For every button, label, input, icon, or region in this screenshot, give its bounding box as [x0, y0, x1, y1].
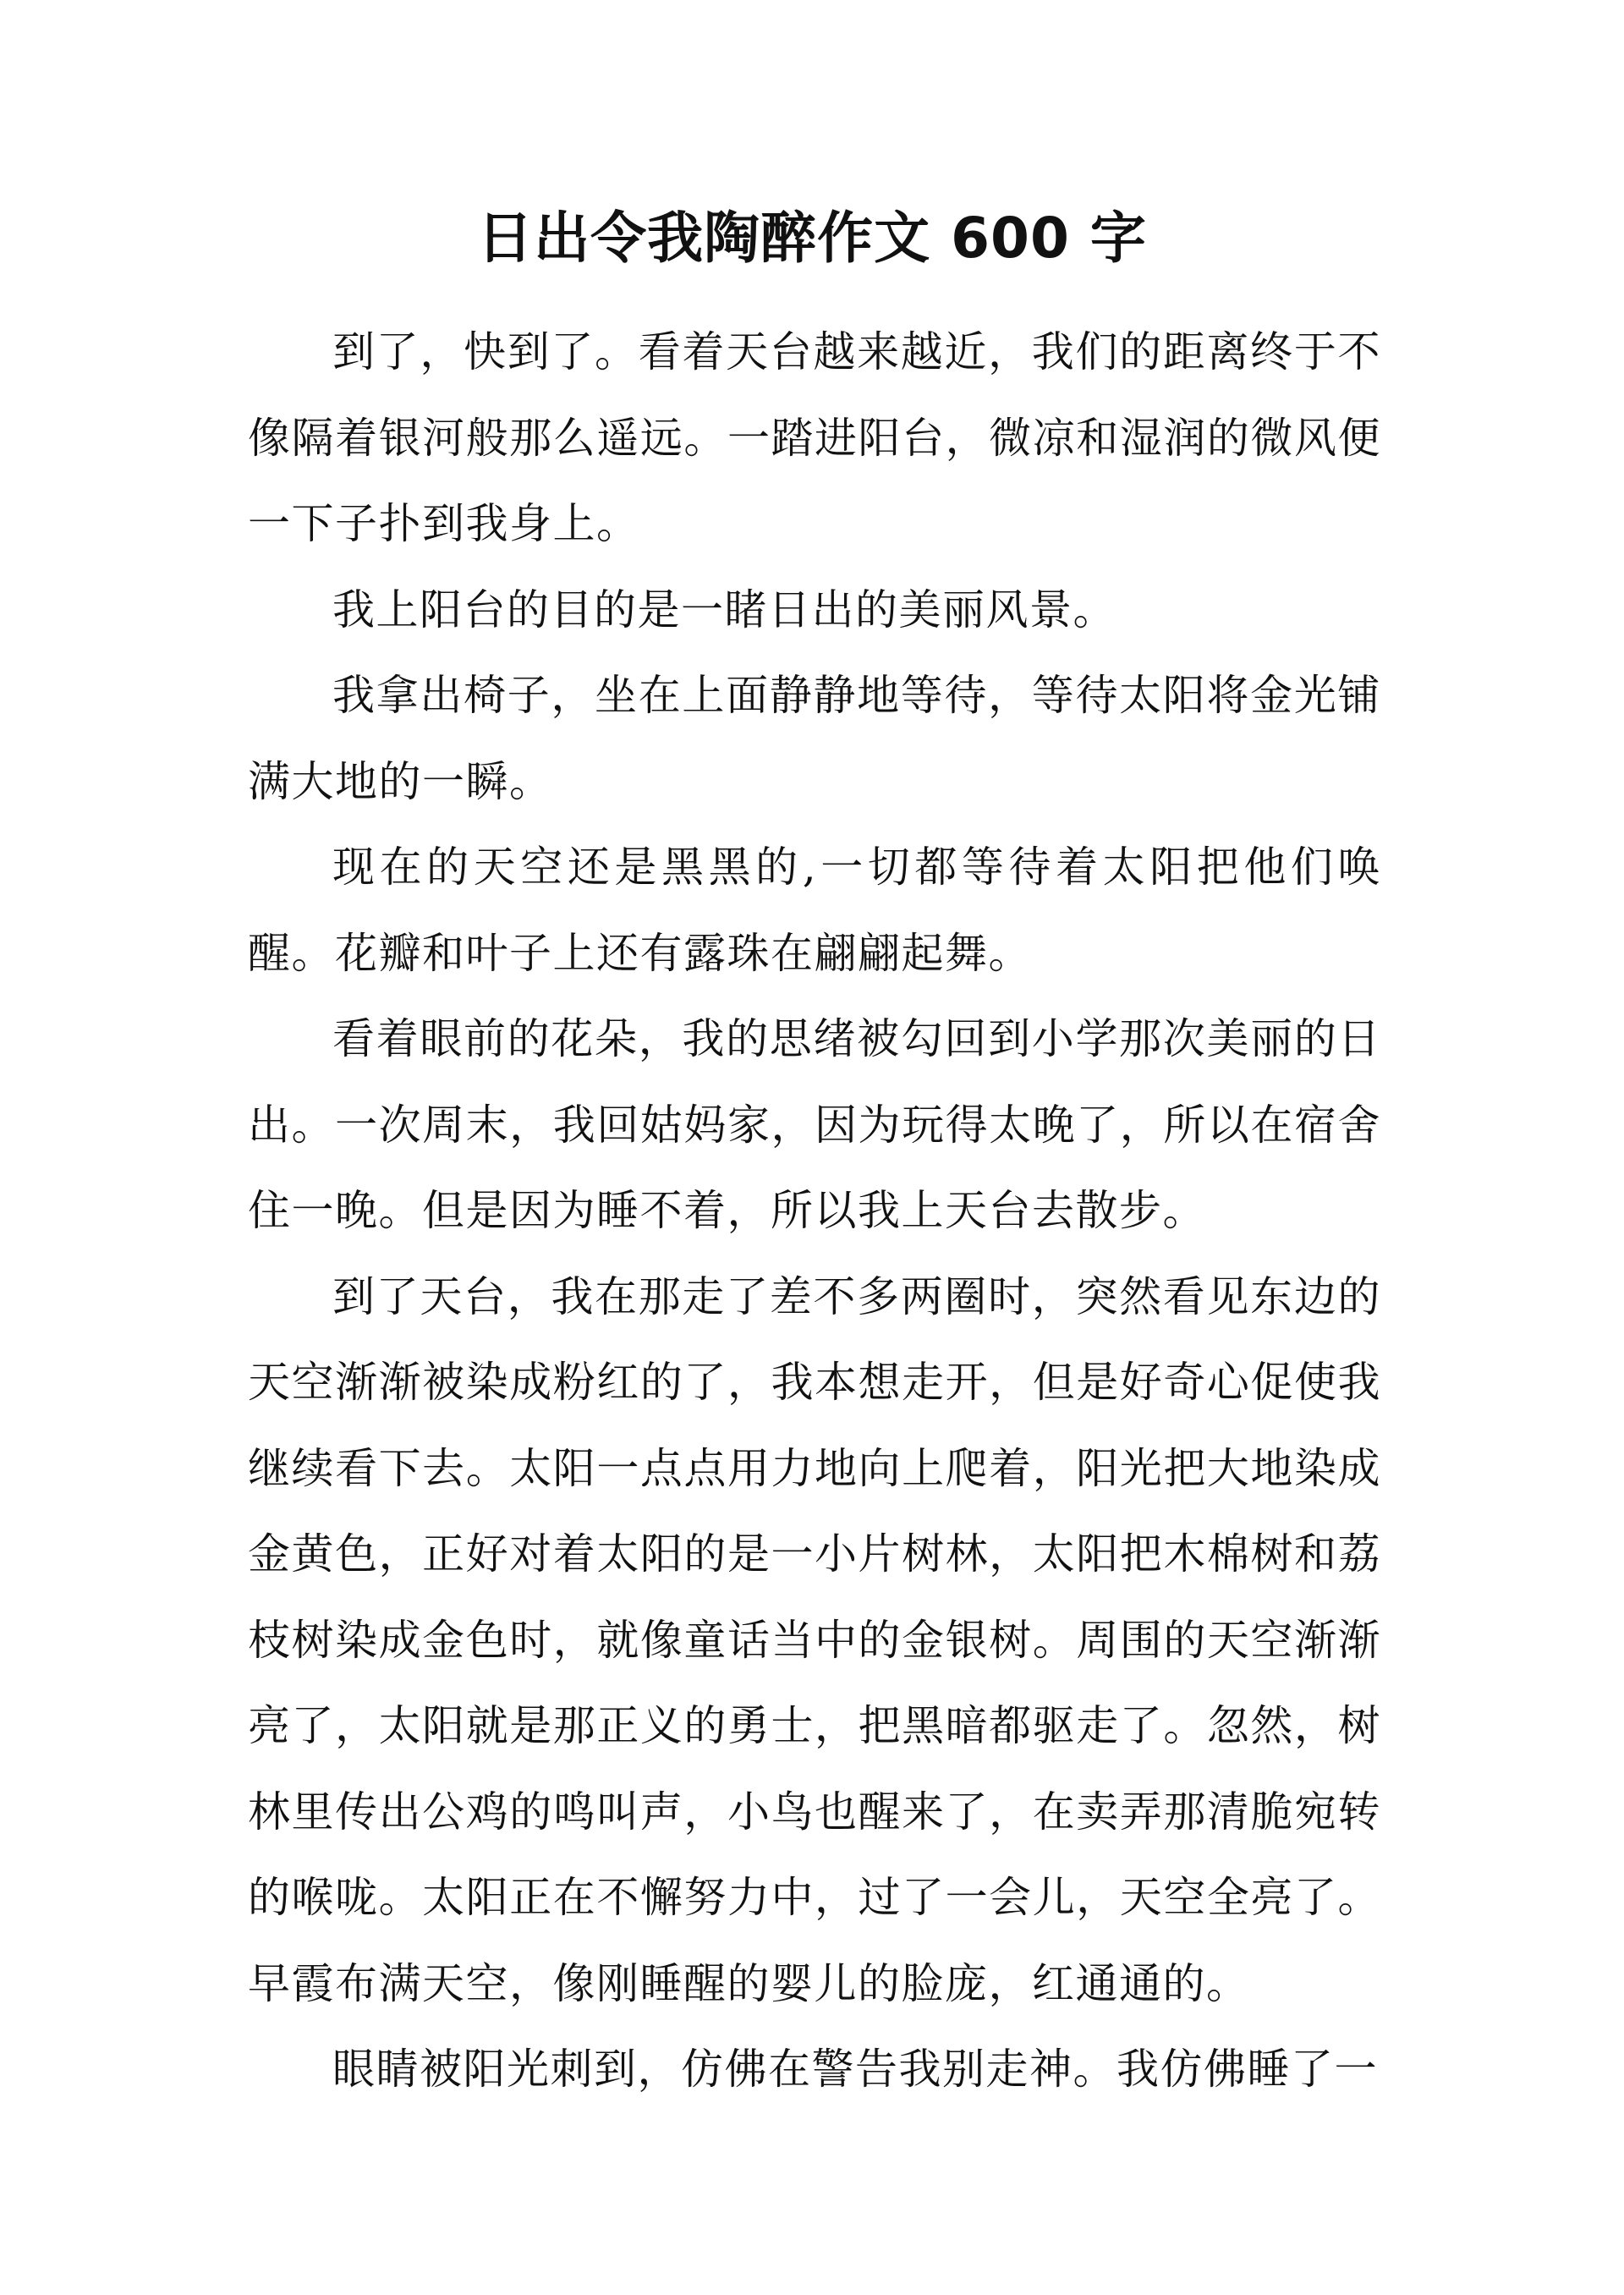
paragraph: 我拿出椅子，坐在上面静静地等待，等待太阳将金光铺满大地的一瞬。	[248, 671, 1381, 806]
document-body	[248, 310, 1381, 2113]
document-title: 日出令我陶醉作文 600 字	[477, 206, 1147, 271]
paragraph: 到了天台，我在那走了差不多两圈时，突然看见东边的天空渐渐被染成粉红的了，我本想走开，但是好奇心促使我继续看下去。太阳一点点用力地向上爬着，阳光把大地染成金黄色，正好对着太阳的是一小片树林，太阳把木棉树和荔枝树染成金色时，就像童话当中的金银树。周围的天空渐渐亮了，太阳就是那正义的勇士，把黑暗都驱走了。忽然，树林里传出公鸡的鸣叫声，小鸟也醒来了，在卖弄那清脆宛转的喉咙。太阳正在不懈努力中，过了一会儿，天空全亮了。早霞布满天空，像刚睡醒的婴儿的脸庞，红通通的。	[248, 1271, 1381, 2008]
paragraph: 眼睛被阳光刺到，仿佛在警告我别走神。我仿佛睡了一	[332, 2045, 1378, 2094]
paragraph: 看着眼前的花朵，我的思绪被勾回到小学那次美丽的日出。一次周末，我回姑妈家，因为玩得太晚了，所以在宿舍住一晚。但是因为睡不着，所以我上天台去散步。	[248, 1014, 1381, 1235]
paragraph: 现在的天空还是黑黑的,一切都等待着太阳把他们唤醒。花瓣和叶子上还有露珠在翩翩起舞。	[248, 843, 1381, 978]
paragraph: 我上阳台的目的是一睹日出的美丽风景。	[332, 585, 1116, 634]
paragraph: 到了，快到了。看着天台越来越近，我们的距离终于不像隔着银河般那么遥远。一踏进阳台，微凉和湿润的微风便一下子扑到我身上。	[248, 327, 1381, 548]
